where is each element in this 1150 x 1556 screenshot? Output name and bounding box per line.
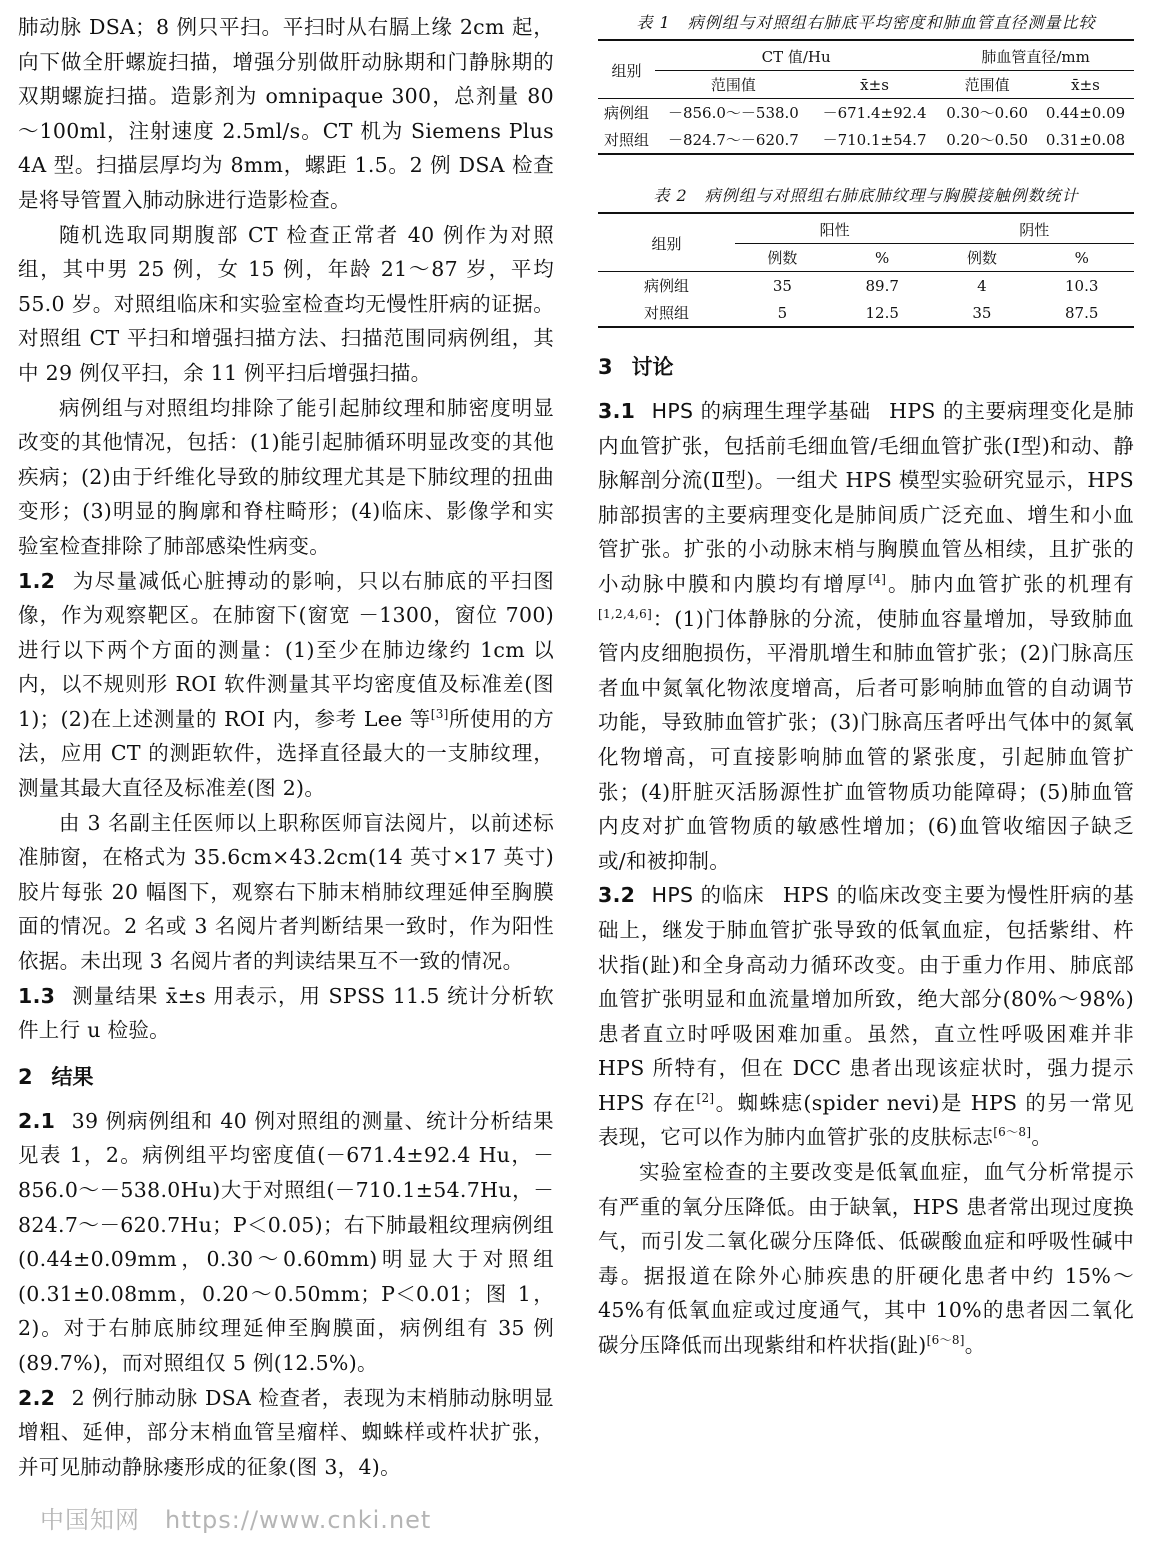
paragraph-2-1: 2.1 39 例病例组和 40 例对照组的测量、统计分析结果见表 1，2。病例组平均密度值(－671.4±92.4 Hu，－856.0～－538.0Hu)大于对照组(－710.1±54.7Hu，－824.7～－620.7Hu；P＜0.05)；右下肺最粗纹理病例组(0.44±0.09mm，0.30～0.60mm)明显大于对照组(0.31±0.08mm，0.20～0.50mm；P＜0.01；图 1，2)。对于右肺底肺纹理延伸至胸膜面，病例组有 35 例(89.7%)，而对照组仅 5 例(12.5%)。 (18, 1108, 554, 1375)
table-caption: 表 2 病例组与对照组右肺底肺纹理与胸膜接触例数统计 (653, 186, 1079, 205)
citation: [2] (696, 1091, 715, 1106)
table-2 (598, 183, 1134, 328)
citation: [6～8] (926, 1333, 965, 1348)
table-header: % (830, 244, 935, 272)
section-number: 3.2 (598, 883, 636, 908)
section-number: 3.1 (598, 399, 636, 423)
paragraph-3-2: 3.2 HPS 的临床 HPS 的临床改变主要为慢性肝病的基础上，继发于肺血管扩张导致的低氧血症，包括紫绀、杵状指(趾)和全身高动力循环改变。由于重力作用、肺底部血管扩张明显和血流量增加所致，绝大部分(80%～98%)患者直立时呼吸困难加重。虽然，直立性呼吸困难并非 HPS 所特有，但在 DCC 患者出现该症状时，强力提示 HPS 存在[2]。蜘蛛痣(spider nevi)是 HPS 的另一常见表现，它可以作为肺内血管扩张的皮肤标志[6～8]。 (598, 883, 1135, 1150)
paragraph-1-3: 1.3 测量结果 x̄±s 用表示，用 SPSS 11.5 统计分析软件上行 u 检验。 (18, 983, 554, 1043)
table-header: 阴性 (934, 213, 1134, 244)
table-header: 范围值 (937, 71, 1037, 99)
paragraph-reading: 由 3 名副主任医师以上职称医师盲法阅片，以前述标准肺窗，在格式为 35.6cm×43.2cm(14 英寸×17 英寸)胶片每张 20 幅图下，观察右下肺末梢肺纹理延伸至胸膜面的情况。2 名或 3 名阅片者判断结果一致时，作为阳性依据。未出现 3 名阅片者的判读结果互不一致的情况。 (18, 810, 554, 974)
right-column (598, 10, 1134, 1363)
watermark: 中国知网 https://www.cnki.net (40, 1506, 432, 1534)
section-number: 1.2 (18, 568, 56, 593)
table-header: x̄±s (1037, 71, 1134, 99)
paragraph-3-1: 3.1 HPS 的病理生理学基础 HPS 的主要病理变化是肺内血管扩张，包括前毛细血管/毛细血管扩张(Ⅰ型)和动、静脉解剖分流(Ⅱ型)。一组犬 HPS 模型实验研究显示，HPS 肺部损害的主要病理变化是肺间质广泛充血、增生和小血管扩张。扩张的小动脉末梢与胸膜血管丛相续，且扩张的小动脉中膜和内膜均有增厚[4]。肺内血管扩张的机理有[1,2,4,6]：(1)门体静脉的分流，使肺血容量增加，导致肺血管内皮细胞损伤，平滑肌增生和肺血管扩张；(2)门脉高压者血中氮氧化物浓度增高，后者可影响肺血管的自动调节功能，导致肺血管扩张；(3)门脉高压者呼出气体中的氮氧化物增高，可直接影响肺血管的紧张度，引起肺血管扩张；(4)肝脏灭活肠源性扩血管物质功能障碍；(5)肺血管内皮对扩血管物质的敏感性增加；(6)血管收缩因子缺乏或/和被抑制。 (598, 399, 1134, 873)
table-header: 阳性 (735, 213, 935, 244)
citation: [1,2,4,6] (598, 606, 653, 621)
left-column (18, 10, 554, 1484)
paragraph-exclusion: 病例组与对照组均排除了能引起肺纹理和肺密度明显改变的其他情况，包括：(1)能引起肺循环明显改变的其他疾病；(2)由于纤维化导致的肺纹理尤其是下肺纹理的扭曲变形；(3)明显的胸廓和脊柱畸形；(4)临床、影像学和实验室检查排除了肺部感染性病变。 (18, 395, 554, 558)
paragraph-1-2: 1.2 为尽量减低心脏搏动的影响，只以右肺底的平扫图像，作为观察靶区。在肺窗下(窗宽 －1300，窗位 700)进行以下两个方面的测量：(1)至少在肺边缘约 1cm 以内，以不规则形 ROI 软件测量其平均密度值及标准差(图 1)；(2)在上述测量的 ROI 内，参考 Lee 等[3]所使用的方法，应用 CT 的测距软件，选择直径最大的一支肺纹理，测量其最大直径及标准差(图 2)。 (18, 568, 554, 801)
subsection-title: HPS 的临床 (651, 883, 765, 908)
section-number: 2.1 (18, 1108, 56, 1133)
section-heading-discussion: 3 讨论 (598, 355, 674, 379)
table-header: x̄±s (812, 71, 937, 99)
table-header: 组别 (598, 40, 655, 99)
table-1 (598, 10, 1134, 155)
section-number: 2.2 (18, 1385, 56, 1410)
table-header: 例数 (934, 244, 1029, 272)
table-caption: 表 1 病例组与对照组右肺底平均密度和肺血管直径测量比较 (636, 13, 1096, 32)
table-header: 组别 (598, 213, 735, 272)
citation: [6～8] (993, 1125, 1032, 1140)
table-header: 例数 (735, 244, 830, 272)
table-header: CT 值/Hu (655, 40, 937, 71)
table-row: 病例组 －856.0～－538.0 －671.4±92.4 0.30～0.60 0.44±0.09 (603, 103, 1126, 122)
table-header: 肺血管直径/mm (937, 40, 1134, 71)
section-heading-results: 2 结果 (18, 1064, 94, 1089)
section-number: 1.3 (18, 983, 56, 1008)
table-header: 范围值 (655, 71, 812, 99)
citation: [4] (868, 572, 887, 587)
table-row: 对照组 5 12.5 35 87.5 (598, 299, 1134, 327)
table-header: % (1029, 244, 1134, 272)
table-row: 对照组 －824.7～－620.7 －710.1±54.7 0.20～0.50 0.31±0.08 (598, 126, 1134, 154)
paragraph-2-2: 2.2 2 例行肺动脉 DSA 检查者，表现为末梢肺动脉明显增粗、延伸，部分末梢血管呈瘤样、蜘蛛样或杵状扩张，并可见肺动静脉瘘形成的征象(图 3，4)。 (18, 1385, 554, 1479)
paragraph-control-group: 随机选取同期腹部 CT 检查正常者 40 例作为对照组，其中男 25 例，女 15 例，年龄 21～87 岁，平均 55.0 岁。对照组临床和实验室检查均无慢性肝病的证据。对照组 CT 平扫和增强扫描方法、扫描范围同病例组，其中 29 例仅平扫，余 11 例平扫后增强扫描。 (18, 222, 554, 385)
subsection-title: HPS 的病理生理学基础 (651, 399, 871, 423)
paragraph-methods-scan: 肺动脉 DSA；8 例只平扫。平扫时从右膈上缘 2cm 起，向下做全肝螺旋扫描，增强分别做肝动脉期和门静脉期的双期螺旋扫描。造影剂为 omnipaque 300，总剂量 80～100ml，注射速度 2.5ml/s。CT 机为 Siemens Plus 4A 型。扫描层厚均为 8mm，螺距 1.5。2 例 DSA 检查是将导管置入肺动脉进行造影检查。 (18, 15, 554, 212)
table-row: 病例组 35 89.7 4 10.3 (643, 276, 1099, 295)
paragraph-lab-findings: 实验室检查的主要改变是低氧血症，血气分析常提示有严重的氧分压降低。由于缺氧，HPS 患者常出现过度换气，而引发二氧化碳分压降低、低碳酸血症和呼吸性碱中毒。据报道在除外心肺疾患的肝硬化患者中约 15%～45%有低氧血症或过度通气，其中 10%的患者因二氧化碳分压降低而出现紫绀和杵状指(趾)[6～8]。 (598, 1160, 1134, 1358)
citation: [3] (430, 707, 449, 722)
